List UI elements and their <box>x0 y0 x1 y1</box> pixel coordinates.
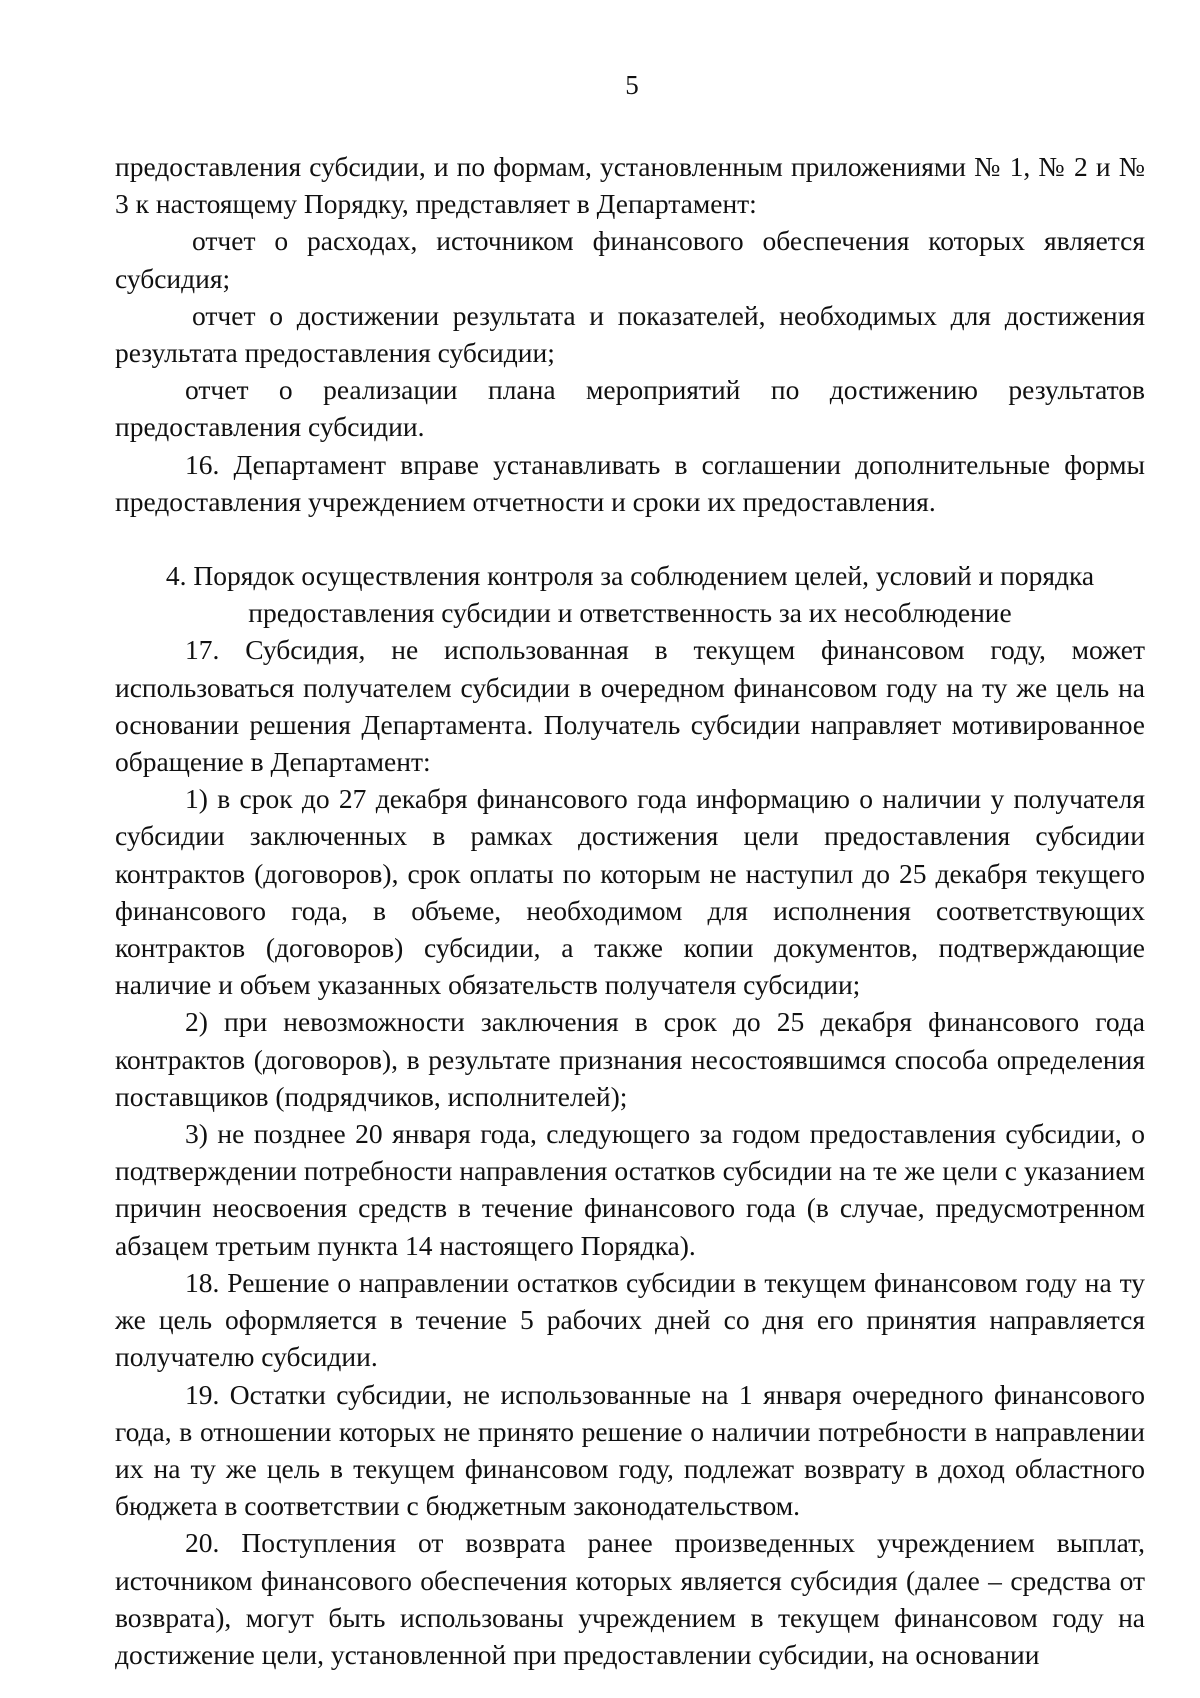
paragraph: отчет о реализации плана мероприятий по достижению результатов предоставления субсидии. <box>115 374 1145 443</box>
clause-20: 20. Поступления от возврата ранее произведенных учреждением выплат, источником финансового обеспечения которых является субсидия (далее – средства от возврата), могут быть использованы учреждением в текущем финансовом году на достижение цели, установленной при предоставлении субсидии, на основании <box>115 1527 1145 1670</box>
paragraph: отчет о достижении результата и показателей, необходимых для достижения результата предоставления субсидии; <box>115 299 1145 369</box>
section-heading <box>115 557 1145 631</box>
paragraph: отчет о расходах, источником финансового обеспечения которых является субсидия; <box>115 225 1145 294</box>
paragraph: предоставления субсидии, и по формам, установленным приложениями № 1, № 2 и № 3 к настоящему Порядку, представляет в Департамент: <box>115 151 1145 220</box>
page-number: 5 <box>625 70 639 100</box>
subclause-3: 3) не позднее 20 января года, следующего за годом предоставления субсидии, о подтверждении потребности направления остатков субсидии на те же цели с указанием причин неосвоения средств в течение финансового года (в случае, предусмотренном абзацем третьим пункта 14 настоящего Порядка). <box>115 1118 1145 1261</box>
paragraph: 16. Департамент вправе устанавливать в соглашении дополнительные формы предоставления учреждением отчетности и сроки их предоставления. <box>115 448 1145 517</box>
subclause-1: 1) в срок до 27 декабря финансового года информацию о наличии у получателя субсидии заключенных в рамках достижения цели предоставления субсидии контрактов (договоров), срок оплаты по которым не наступил до 25 декабря текущего финансового года, в объеме, необходимом для исполнения соответствующих контрактов (договоров) субсидии, а также копии документов, подтверждающие наличие и объем указанных обязательств получателя субсидии; <box>115 783 1145 1001</box>
section-heading-line: предоставления субсидии и ответственность за их несоблюдение <box>248 597 1012 629</box>
subclause-2: 2) при невозможности заключения в срок до 25 декабря финансового года контрактов (договоров), в результате признания несостоявшимся способа определения поставщиков (подрядчиков, исполнителей); <box>115 1006 1145 1112</box>
document-body <box>115 148 1145 1673</box>
clause-17: 17. Субсидия, не использованная в текущем финансовом году, может использоваться получателем субсидии в очередном финансовом году на ту же цель на основании решения Департамента. Получатель субсидии направляет мотивированное обращение в Департамент: <box>115 634 1145 778</box>
clause-18: 18. Решение о направлении остатков субсидии в текущем финансовом году на ту же цель оформляется в течение 5 рабочих дней со дня его принятия направляется получателю субсидии. <box>115 1266 1145 1373</box>
clause-19: 19. Остатки субсидии, не использованные на 1 января очередного финансового года, в отношении которых не принято решение о наличии потребности в направлении их на ту же цель в текущем финансовом году, подлежат возврату в доход областного бюджета в соответствии с бюджетным законодательством. <box>115 1378 1145 1522</box>
section-heading-line: 4. Порядок осуществления контроля за соблюдением целей, условий и порядка <box>165 560 1095 592</box>
